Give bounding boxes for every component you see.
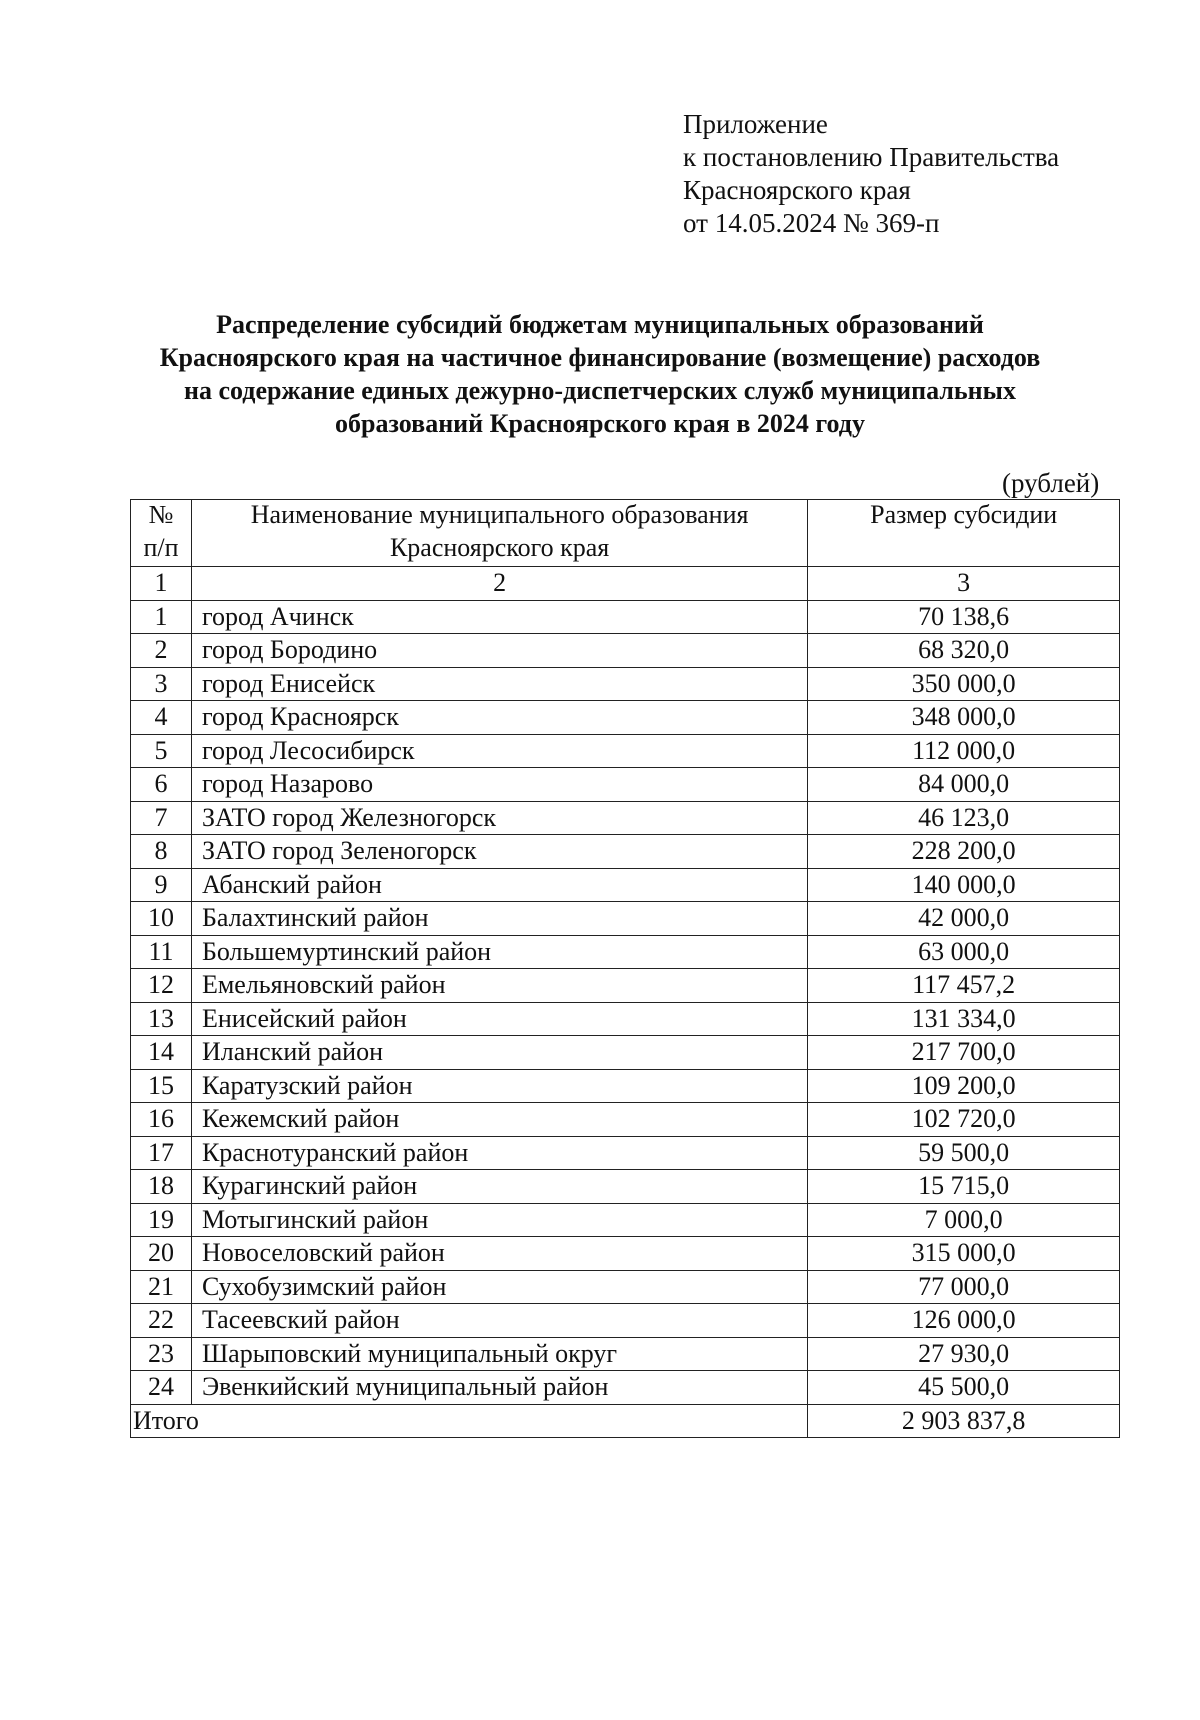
municipality-name: Мотыгинский район bbox=[191, 1203, 807, 1237]
table-row bbox=[131, 1270, 1120, 1304]
subsidy-amount: 348 000,0 bbox=[808, 701, 1120, 735]
table-row bbox=[131, 935, 1120, 969]
subsidy-amount: 112 000,0 bbox=[808, 734, 1120, 768]
header-num-line: № bbox=[148, 500, 174, 529]
row-number: 2 bbox=[131, 634, 192, 668]
column-number-cell: 2 bbox=[191, 567, 807, 601]
table-row bbox=[131, 1337, 1120, 1371]
table-row bbox=[131, 801, 1120, 835]
table-row bbox=[131, 868, 1120, 902]
row-number: 19 bbox=[131, 1203, 192, 1237]
table-row bbox=[131, 1002, 1120, 1036]
subsidy-amount: 7 000,0 bbox=[808, 1203, 1120, 1237]
municipality-name: город Ачинск bbox=[191, 600, 807, 634]
municipality-name: Эвенкийский муниципальный район bbox=[191, 1371, 807, 1405]
table-body bbox=[131, 500, 1120, 1438]
row-number: 24 bbox=[131, 1371, 192, 1405]
row-number: 6 bbox=[131, 768, 192, 802]
subsidy-table bbox=[130, 499, 1120, 1438]
municipality-name: город Лесосибирск bbox=[191, 734, 807, 768]
municipality-name: Курагинский район bbox=[191, 1170, 807, 1204]
total-label: Итого bbox=[131, 1404, 808, 1438]
subsidy-amount: 68 320,0 bbox=[808, 634, 1120, 668]
row-number: 23 bbox=[131, 1337, 192, 1371]
table-row bbox=[131, 969, 1120, 1003]
subsidy-amount: 27 930,0 bbox=[808, 1337, 1120, 1371]
units-label: (рублей) bbox=[1002, 468, 1100, 498]
header-num-line: п/п bbox=[143, 533, 179, 562]
row-number: 1 bbox=[131, 600, 192, 634]
table-row bbox=[131, 768, 1120, 802]
appendix-line: Красноярского края bbox=[683, 175, 911, 205]
row-number: 13 bbox=[131, 1002, 192, 1036]
table-row bbox=[131, 835, 1120, 869]
subsidy-amount: 15 715,0 bbox=[808, 1170, 1120, 1204]
row-number: 8 bbox=[131, 835, 192, 869]
subsidy-amount: 131 334,0 bbox=[808, 1002, 1120, 1036]
appendix-line: к постановлению Правительства bbox=[683, 142, 1060, 172]
municipality-name: Шарыповский муниципальный округ bbox=[191, 1337, 807, 1371]
municipality-name: Краснотуранский район bbox=[191, 1136, 807, 1170]
row-number: 3 bbox=[131, 667, 192, 701]
municipality-name: Балахтинский район bbox=[191, 902, 807, 936]
municipality-name: город Бородино bbox=[191, 634, 807, 668]
table-row bbox=[131, 667, 1120, 701]
appendix-block bbox=[683, 108, 1059, 240]
column-number-cell: 1 bbox=[131, 567, 192, 601]
column-number-cell: 3 bbox=[808, 567, 1120, 601]
subsidy-amount: 126 000,0 bbox=[808, 1304, 1120, 1338]
title-line: Красноярского края на частичное финансирование (возмещение) расходов bbox=[159, 343, 1041, 372]
municipality-name: Новоселовский район bbox=[191, 1237, 807, 1271]
appendix-line: от 14.05.2024 № 369-п bbox=[683, 208, 940, 238]
row-number: 17 bbox=[131, 1136, 192, 1170]
total-amount: 2 903 837,8 bbox=[808, 1404, 1120, 1438]
table-row bbox=[131, 1237, 1120, 1271]
header-name-line: Наименование муниципального образования bbox=[250, 500, 749, 529]
row-number: 4 bbox=[131, 701, 192, 735]
title-line: на содержание единых дежурно-диспетчерских служб муниципальных bbox=[184, 376, 1016, 405]
municipality-name: Тасеевский район bbox=[191, 1304, 807, 1338]
header-amount-label: Размер субсидии bbox=[870, 500, 1058, 529]
title-line: образований Красноярского края в 2024 году bbox=[335, 409, 865, 438]
table-row bbox=[131, 1304, 1120, 1338]
table-row bbox=[131, 600, 1120, 634]
row-number: 9 bbox=[131, 868, 192, 902]
subsidy-amount: 46 123,0 bbox=[808, 801, 1120, 835]
column-number-row bbox=[131, 567, 1120, 601]
table-row bbox=[131, 634, 1120, 668]
subsidy-amount: 217 700,0 bbox=[808, 1036, 1120, 1070]
header-num-cell bbox=[131, 500, 192, 567]
subsidy-amount: 315 000,0 bbox=[808, 1237, 1120, 1271]
header-amount-cell bbox=[808, 500, 1120, 567]
table-row bbox=[131, 1103, 1120, 1137]
subsidy-amount: 350 000,0 bbox=[808, 667, 1120, 701]
subsidy-amount: 63 000,0 bbox=[808, 935, 1120, 969]
row-number: 22 bbox=[131, 1304, 192, 1338]
appendix-line: Приложение bbox=[683, 109, 828, 139]
row-number: 11 bbox=[131, 935, 192, 969]
header-name-cell bbox=[191, 500, 807, 567]
row-number: 5 bbox=[131, 734, 192, 768]
municipality-name: ЗАТО город Железногорск bbox=[191, 801, 807, 835]
subsidy-amount: 84 000,0 bbox=[808, 768, 1120, 802]
row-number: 16 bbox=[131, 1103, 192, 1137]
table-row bbox=[131, 902, 1120, 936]
title-line: Распределение субсидий бюджетам муниципальных образований bbox=[216, 310, 984, 339]
row-number: 20 bbox=[131, 1237, 192, 1271]
municipality-name: Иланский район bbox=[191, 1036, 807, 1070]
header-name-line: Красноярского края bbox=[389, 533, 610, 562]
municipality-name: Енисейский район bbox=[191, 1002, 807, 1036]
row-number: 12 bbox=[131, 969, 192, 1003]
table-row bbox=[131, 1036, 1120, 1070]
subsidy-amount: 140 000,0 bbox=[808, 868, 1120, 902]
table-row bbox=[131, 734, 1120, 768]
table-row bbox=[131, 701, 1120, 735]
municipality-name: ЗАТО город Зеленогорск bbox=[191, 835, 807, 869]
subsidy-amount: 45 500,0 bbox=[808, 1371, 1120, 1405]
table-row bbox=[131, 1203, 1120, 1237]
subsidy-amount: 102 720,0 bbox=[808, 1103, 1120, 1137]
row-number: 7 bbox=[131, 801, 192, 835]
table-row bbox=[131, 1136, 1120, 1170]
municipality-name: Абанский район bbox=[191, 868, 807, 902]
municipality-name: город Назарово bbox=[191, 768, 807, 802]
municipality-name: Каратузский район bbox=[191, 1069, 807, 1103]
row-number: 21 bbox=[131, 1270, 192, 1304]
total-row bbox=[131, 1404, 1120, 1438]
subsidy-amount: 228 200,0 bbox=[808, 835, 1120, 869]
subsidy-amount: 70 138,6 bbox=[808, 600, 1120, 634]
municipality-name: Большемуртинский район bbox=[191, 935, 807, 969]
table-row bbox=[131, 1371, 1120, 1405]
municipality-name: Емельяновский район bbox=[191, 969, 807, 1003]
row-number: 15 bbox=[131, 1069, 192, 1103]
subsidy-amount: 109 200,0 bbox=[808, 1069, 1120, 1103]
subsidy-amount: 77 000,0 bbox=[808, 1270, 1120, 1304]
subsidy-amount: 42 000,0 bbox=[808, 902, 1120, 936]
row-number: 18 bbox=[131, 1170, 192, 1204]
municipality-name: город Красноярск bbox=[191, 701, 807, 735]
subsidy-amount: 117 457,2 bbox=[808, 969, 1120, 1003]
row-number: 10 bbox=[131, 902, 192, 936]
table-row bbox=[131, 1069, 1120, 1103]
document-title bbox=[100, 308, 1100, 440]
table-row bbox=[131, 1170, 1120, 1204]
row-number: 14 bbox=[131, 1036, 192, 1070]
subsidy-amount: 59 500,0 bbox=[808, 1136, 1120, 1170]
municipality-name: Сухобузимский район bbox=[191, 1270, 807, 1304]
municipality-name: Кежемский район bbox=[191, 1103, 807, 1137]
municipality-name: город Енисейск bbox=[191, 667, 807, 701]
table-header-row bbox=[131, 500, 1120, 567]
